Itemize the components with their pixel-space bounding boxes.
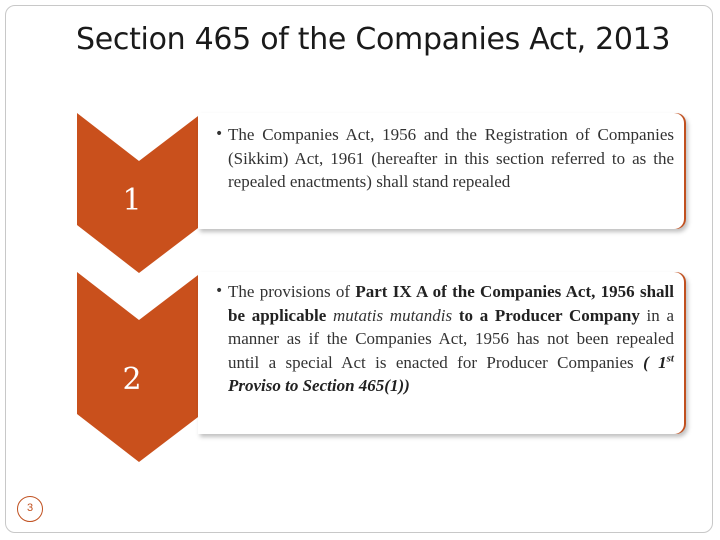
page-number: 3	[17, 496, 43, 522]
bullet-icon: •	[215, 126, 224, 142]
slide-title: Section 465 of the Companies Act, 2013	[76, 22, 671, 57]
content-box-1	[198, 113, 686, 229]
bullet-icon: •	[215, 283, 224, 299]
step-number-2: 2	[122, 362, 142, 397]
content-box-2	[198, 272, 686, 434]
item-1-text: The Companies Act, 1956 and the Registration of Companies (Sikkim) Act, 1961 (hereafter in this section referred to as the repealed enactments) shall stand repealed	[228, 125, 674, 191]
step-number-1: 1	[122, 183, 142, 218]
item-2-text: The provisions of Part IX A of the Companies Act, 1956 shall be applicable mutatis mutandis to a Producer Company in a manner as if the Companies Act, 1956 has not been repealed until a special Act is enacted for Producer Companies ( 1st Proviso to Section 465(1))	[228, 282, 675, 395]
